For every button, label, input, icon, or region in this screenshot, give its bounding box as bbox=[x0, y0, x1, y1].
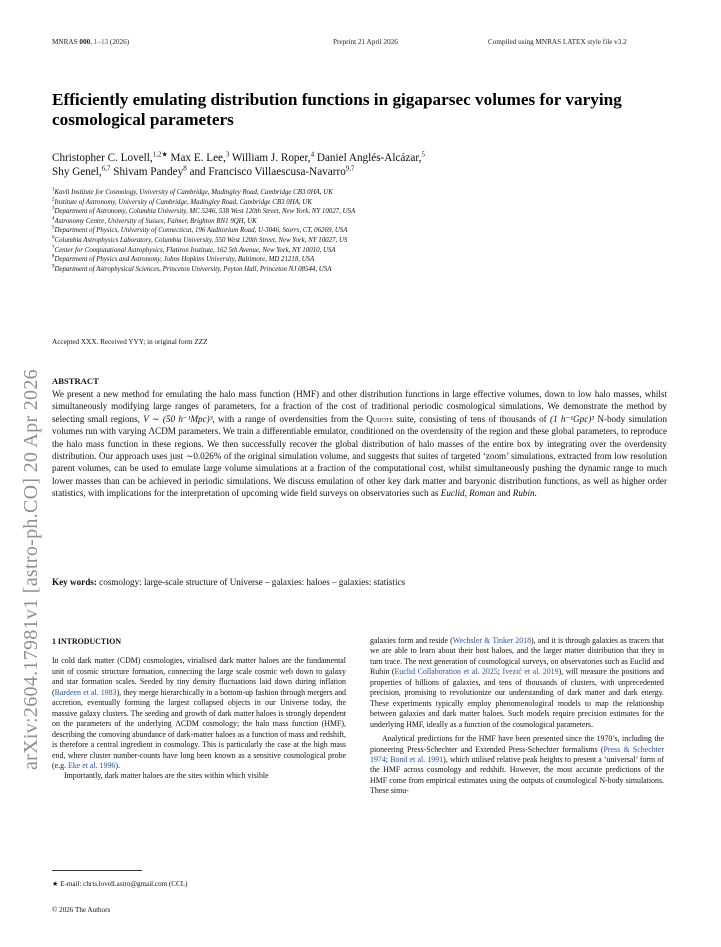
author-name: Max E. Lee, bbox=[167, 152, 226, 164]
affiliation-text: Columbia Astrophysics Laboratory, Columbia University, 550 West 120th Street, New York, NY 10027, US bbox=[54, 236, 348, 244]
author-name: Shy Genel, bbox=[52, 165, 102, 178]
abstract-sep: , bbox=[464, 488, 470, 499]
text-part: ), and it is through galaxies as tracers that we are able to learn about their host haloes, and the larger matter distribution that they in turn trace. The next generation of cosmological surveys, on observatories such as Euclid and Rubin ( bbox=[370, 636, 664, 677]
author-affil-marker: 9,7 bbox=[345, 163, 355, 172]
abstract-gpc-expr: (1 h⁻¹Gpc)³ bbox=[550, 413, 595, 424]
affiliation-item bbox=[52, 255, 672, 265]
affiliation-number: 4 bbox=[52, 216, 55, 222]
author-affil-marker: 1,2★ bbox=[152, 150, 168, 159]
author-affil-marker: 4 bbox=[310, 150, 315, 159]
abstract-volume-expr: V ∼ (50 h⁻¹Mpc)³ bbox=[143, 413, 213, 424]
affiliation-text: Department of Physics and Astronomy, Johns Hopkins University, Baltimore, MD 21218, USA bbox=[54, 256, 315, 264]
text-part: Analytical predictions for the HMF have been presented since the 1970’s, including the pioneering Press-Schechter and Extended Press-Schechter formalisms ( bbox=[370, 734, 664, 754]
text-part: ), which utilised relative peak heights to present a ‘universal’ form of the HMF across cosmology and redshift. However, the most accurate predictions of the HMF come from empirical estimates using the outputs of cosmological N-body simulations. These simu- bbox=[370, 754, 664, 796]
author-affil-marker: 5 bbox=[421, 150, 425, 159]
abstract-part: We present a new method for emulating the halo mass function (HMF) and other distribution functions in large effective volumes, down to low halo masses, whilst simultaneously modifying large ranges of parameters, for a fraction of the cost of traditional periodic cosmological simulations. We demonstrate the method by selecting small regions, bbox=[52, 389, 667, 424]
author-name: Shivam Pandey bbox=[110, 165, 184, 178]
abstract-part: , with a range of overdensities from the bbox=[212, 413, 367, 424]
affiliation-text: Institute of Astronomy, University of Cambridge, Madingley Road, Cambridge CB3 0HA, UK bbox=[54, 198, 312, 206]
author-line-1 bbox=[52, 152, 672, 166]
keywords-text: cosmology: large-scale structure of Universe – galaxies: haloes – galaxies: statistics bbox=[99, 577, 406, 587]
intro-paragraph-4 bbox=[370, 734, 664, 797]
intro-paragraph-1 bbox=[52, 656, 346, 771]
author-name: Daniel Anglés-Alcázar, bbox=[314, 152, 422, 164]
text-part: In cold dark matter (CDM) cosmologies, virialised dark matter haloes are the fundamental unit of cosmic structure formation, connecting the large scale cosmic web down to galaxy and star formation scales. Seeded by tiny density fluctuations laid down during inflation ( bbox=[52, 656, 346, 697]
intro-paragraph-3 bbox=[370, 636, 664, 730]
footnote-rule bbox=[52, 870, 142, 871]
footnote-email: ★ E-mail: chris.lovell.astro@gmail.com (CCL) bbox=[52, 880, 188, 888]
journal-volume: 000 bbox=[79, 38, 91, 46]
keywords-label: Key words: bbox=[52, 577, 97, 587]
author-affil-marker: 6,7 bbox=[101, 163, 111, 172]
abstract-sep: and bbox=[495, 488, 513, 499]
affiliation-item bbox=[52, 207, 672, 217]
author-name: Christopher C. Lovell, bbox=[52, 152, 153, 164]
intro-right-column bbox=[370, 636, 664, 797]
copyright: © 2026 The Authors bbox=[52, 906, 111, 914]
affiliation-number: 5 bbox=[52, 226, 55, 232]
affiliation-text: Astronomy Centre, University of Sussex, Falmer, Brighton BN1 9QH, UK bbox=[54, 217, 257, 225]
text-part: ; bbox=[385, 754, 391, 764]
running-header-journal: MNRAS 000, 1–13 (2026) bbox=[52, 38, 130, 46]
affiliation-text: Department of Astrophysical Sciences, Princeton University, Peyton Hall, Princeton NJ 08544, USA bbox=[54, 265, 332, 273]
intro-paragraph-2: Importantly, dark matter haloes are the sites within which visible bbox=[64, 771, 269, 781]
affiliation-item bbox=[52, 226, 672, 236]
affiliations bbox=[52, 188, 672, 274]
affiliation-number: 8 bbox=[52, 254, 55, 260]
affiliation-item bbox=[52, 217, 672, 227]
affiliation-number: 6 bbox=[52, 235, 55, 241]
euclid-name: Euclid bbox=[440, 488, 465, 499]
intro-left-column bbox=[52, 637, 346, 782]
author-name: and Francisco Villaescusa-Navarro bbox=[186, 165, 346, 178]
affiliation-number: 2 bbox=[52, 197, 55, 203]
accepted-line: Accepted XXX. Received YYY; in original form ZZZ bbox=[52, 338, 208, 346]
affiliation-text: Center for Computational Astrophysics, Flatiron Institute, 162 5th Avenue, New York, NY 10010, USA bbox=[54, 246, 336, 254]
abstract-part: suite, consisting of tens of thousands of bbox=[393, 413, 551, 424]
text-part: ; bbox=[497, 667, 503, 677]
paper-title: Efficiently emulating distribution functions in gigaparsec volumes for varying cosmological parameters bbox=[52, 90, 622, 129]
citation-link[interactable]: Press & Schechter 1974 bbox=[370, 744, 664, 764]
author-list bbox=[52, 152, 672, 179]
affiliation-number: 1 bbox=[52, 187, 55, 193]
author-line-2 bbox=[52, 163, 672, 180]
keywords bbox=[52, 577, 667, 587]
affiliation-text: Department of Astronomy, Columbia University, MC 5246, 538 West 120th Street, New York, NY 10027, USA bbox=[54, 208, 356, 216]
section-heading: 1 INTRODUCTION bbox=[52, 637, 122, 646]
affiliation-number: 9 bbox=[52, 264, 55, 270]
compiled-note: Compiled using MNRAS LATEX style file v3.2 bbox=[488, 38, 627, 46]
journal-name: MNRAS bbox=[52, 38, 78, 46]
citation-link[interactable]: Eke et al. 1996 bbox=[68, 760, 116, 770]
citation-link[interactable]: Wechsler & Tinker 2018 bbox=[452, 636, 532, 645]
journal-year: (2026) bbox=[109, 38, 130, 46]
affiliation-item bbox=[52, 198, 672, 208]
quijote-name: Quijote bbox=[366, 413, 394, 424]
affiliation-item bbox=[52, 265, 672, 275]
affiliation-number: 3 bbox=[52, 206, 55, 212]
citation-link[interactable]: Euclid Collaboration et al. 2025 bbox=[394, 667, 498, 677]
affiliation-text: Department of Physics, University of Connecticut, 196 Auditorium Road, U-3046, Storrs, CT, 06269, USA bbox=[54, 227, 348, 235]
affiliation-text: Kavli Institute for Cosmology, University of Cambridge, Madingley Road, Cambridge CB3 0HA, UK bbox=[54, 189, 333, 196]
author-affil-marker: 3 bbox=[225, 150, 230, 159]
abstract-text bbox=[52, 388, 667, 500]
rubin-name: Rubin bbox=[512, 488, 535, 499]
arxiv-stamp: arXiv:2604.17981v1 [astro-ph.CO] 20 Apr 2026 bbox=[20, 369, 42, 770]
citation-link[interactable]: Bardeen et al. 1983 bbox=[54, 687, 117, 697]
page-range-link[interactable]: 1–13 bbox=[93, 38, 109, 46]
abstract-heading: ABSTRACT bbox=[52, 376, 99, 386]
affiliation-item bbox=[52, 236, 672, 246]
roman-name: Roman bbox=[469, 488, 495, 499]
abstract-end: . bbox=[534, 488, 537, 499]
affiliation-number: 7 bbox=[52, 245, 55, 251]
abstract-part: N-body simulation volumes run with varying ΛCDM parameters. We train a differentiable emulator, conditioned on the overdensity of the region and these global parameters, to reproduce the halo mass function in these regions. We then successfully recover the global distribution of halo masses of the entire box by integrating over the overdensity distribution. Our approach uses just ∼0.026% of the original simulation volume, and suggests that suites of targeted ‘zoom’ simulations, extracted from low resolution parent volumes, can be used to emulate large volume simulations at a fraction of the computational cost, whilst simultaneously pushing the dynamic range to much lower masses than can be achieved in periodic simulations. We discuss emulation of other key dark matter and baryonic distribution functions, as well as higher order statistics, with implications for the interpretation of upcoming wide field surveys on observatories such as bbox=[52, 413, 668, 499]
affiliation-item bbox=[52, 246, 672, 256]
text-part: galaxies form and reside ( bbox=[370, 636, 453, 645]
preprint-date: Preprint 21 April 2026 bbox=[333, 38, 398, 46]
author-name: William J. Roper, bbox=[229, 152, 311, 164]
citation-link[interactable]: Ivezić et al. 2019 bbox=[502, 667, 559, 677]
text-part: ), they merge hierarchically in a bottom-up fashion through mergers and accretion, eventually forming the largest collapsed objects in our Universe today, the massive galaxy clusters. The seeding and growth of dark matter haloes is strongly dependent on the parameters of the underlying ΛCDM cosmology; the halo mass function (HMF), describing the comoving abundance of dark-matter haloes as a function of mass and redshift, is therefore a central ingredient in cosmology. This is particularly the case at the high mass end, where cluster number-counts have long been known as a sensitive cosmological probe (e.g. bbox=[52, 687, 346, 770]
citation-link[interactable]: Bond et al. 1991 bbox=[390, 754, 444, 764]
affiliation-item bbox=[52, 188, 672, 198]
text-part: ), will measure the positions and properties of billions of galaxies, and tens of thousands of clusters, with unprecedented precision, promising to revolutionize our understanding of dark matter and dark energy. These experiments typically employ phenomenological models to map the relationship between galaxies and dark matter haloes. Such models require precision estimates for the underlying HMF, ideally as a function of the cosmological parameters. bbox=[370, 667, 664, 729]
text-part: ). bbox=[115, 760, 120, 770]
author-affil-marker: 8 bbox=[183, 163, 187, 172]
